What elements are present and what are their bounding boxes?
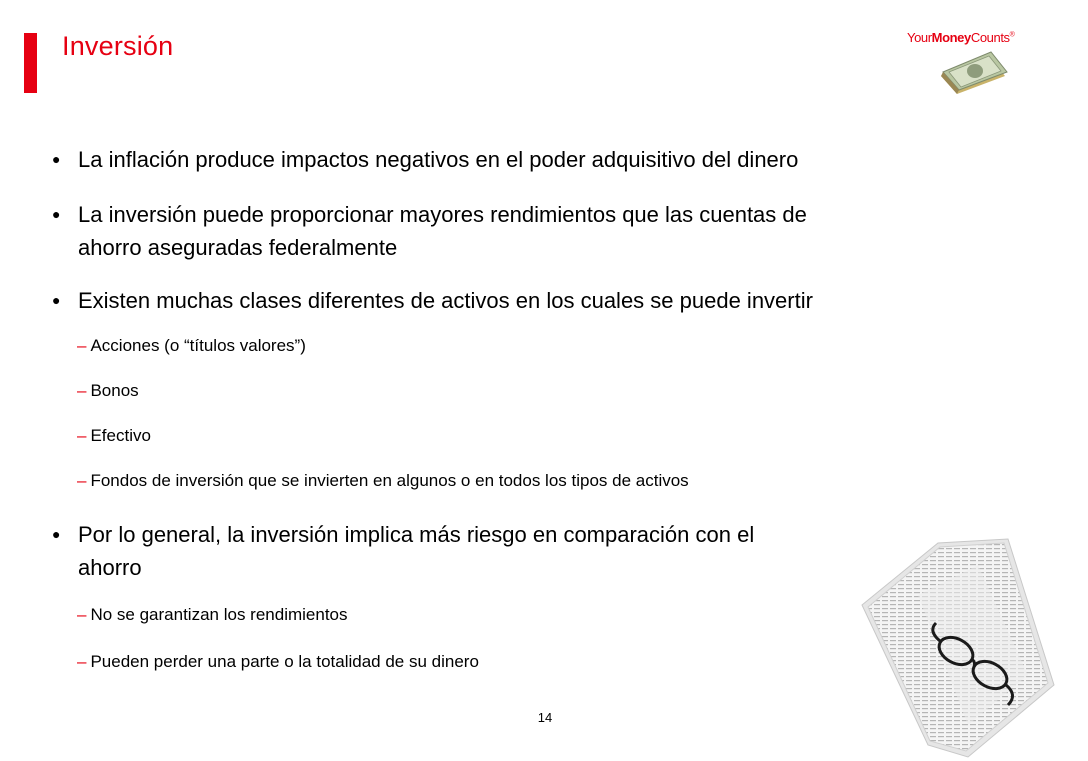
sub-marker: – (77, 381, 87, 400)
sub-marker: – (77, 652, 87, 671)
sub-item (77, 380, 139, 402)
sub-marker: – (77, 605, 87, 624)
bullet-text: ahorro aseguradas federalmente (78, 235, 398, 260)
sub-marker: – (77, 336, 87, 355)
sub-text: Fondos de inversión que se invierten en algunos o en todos los tipos de activos (90, 471, 689, 490)
sub-marker: – (77, 426, 87, 445)
bullet-marker: ● (52, 292, 61, 308)
bullet-text: Por lo general, la inversión implica más riesgo en comparación con el (78, 522, 755, 547)
bullet-text: La inflación produce impactos negativos en el poder adquisitivo del dinero (78, 147, 799, 172)
page-number: 14 (537, 710, 553, 725)
sub-text: No se garantizan los rendimientos (90, 605, 348, 624)
bullet-text: ahorro (78, 555, 142, 580)
bullet-text: La inversión puede proporcionar mayores rendimientos que las cuentas de (78, 202, 807, 227)
brand-wordmark: YourMoneyCounts® (907, 30, 1015, 45)
newspaper-glasses-image (858, 535, 1058, 761)
sub-item (77, 425, 151, 447)
bullet-marker: ● (52, 151, 61, 167)
sub-marker: – (77, 471, 87, 490)
bullet-marker: ● (52, 526, 61, 542)
sub-item (77, 651, 479, 673)
sub-text: Bonos (90, 381, 139, 400)
sub-text: Acciones (o “títulos valores”) (90, 336, 306, 355)
bullet-marker: ● (52, 206, 61, 222)
bullet-text: Existen muchas clases diferentes de activos en los cuales se puede invertir (78, 288, 813, 313)
sub-text: Pueden perder una parte o la totalidad de su dinero (90, 652, 479, 671)
sub-text: Efectivo (90, 426, 151, 445)
slide-title: Inversión (62, 31, 174, 61)
sub-item (77, 335, 306, 357)
sub-item (77, 470, 689, 492)
sub-item (77, 604, 348, 626)
